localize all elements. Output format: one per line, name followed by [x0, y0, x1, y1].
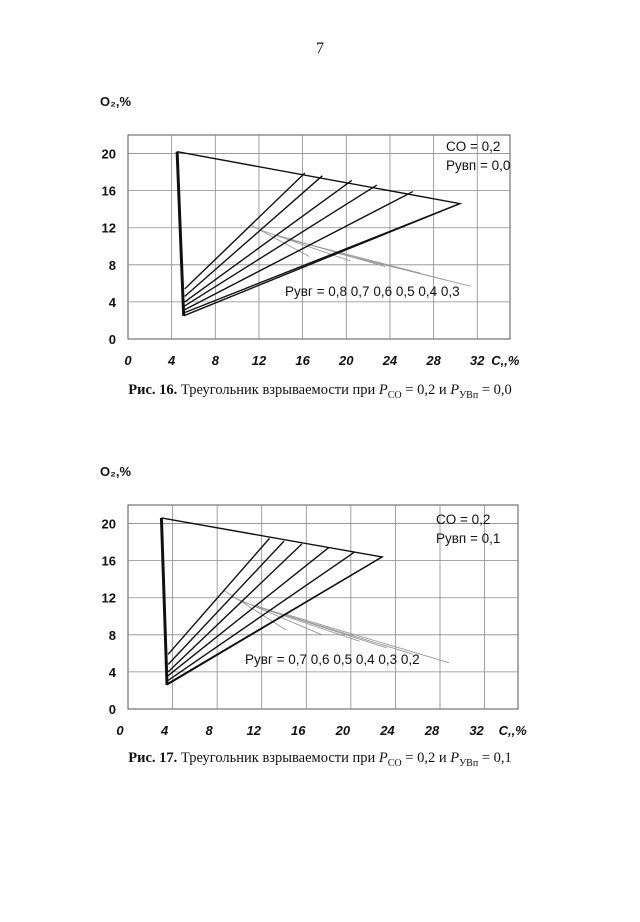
series-label: 0,7	[288, 652, 308, 667]
explosion-triangle-chart-16	[0, 88, 640, 378]
series-label: 0,6	[307, 652, 330, 667]
x-tick-label: 12	[251, 353, 267, 368]
caption-text: Треугольник взрываемости при	[180, 750, 376, 766]
inert-line	[270, 610, 413, 654]
caption-label: Рис. 16.	[128, 382, 178, 398]
series-line	[168, 538, 269, 654]
series-label: 0,5	[329, 652, 353, 667]
caption-text: Треугольник взрываемости при	[180, 382, 376, 398]
y-tick-label: 8	[108, 257, 116, 273]
caption-p2-value: = 0,1	[481, 750, 512, 766]
y-tick-label: 12	[101, 590, 116, 606]
y-tick-label: 0	[108, 332, 116, 347]
series-label-prefix: Pувг =	[285, 284, 329, 299]
caption-p2-var: P	[450, 750, 460, 766]
legend-entry: CO = 0,2	[446, 139, 501, 154]
series-line	[168, 541, 284, 664]
x-tick-label: 20	[335, 723, 351, 738]
y-axis-label: O₂,%	[100, 464, 132, 479]
series-label: 0,3	[374, 652, 398, 667]
caption-p1-value: = 0,2	[405, 750, 436, 766]
x-tick-label: 0	[116, 723, 124, 738]
y-tick-label: 12	[101, 220, 116, 236]
caption-p1-var: P	[378, 382, 388, 398]
explosion-triangle-chart-17	[0, 458, 640, 748]
triangle-left-edge	[177, 152, 184, 316]
x-tick-label: 4	[160, 723, 169, 738]
y-tick-label: 8	[108, 627, 116, 643]
figure-17-caption	[0, 750, 640, 769]
series-label: 0,8	[328, 284, 348, 299]
x-tick-label: 32	[470, 353, 485, 368]
legend-entry: Pувп = 0,0	[446, 158, 511, 173]
x-axis-label: C,,%	[491, 353, 520, 368]
caption-p1-sub: CO	[387, 757, 402, 769]
x-tick-label: 0	[124, 353, 132, 368]
triangle-left-edge	[161, 518, 167, 685]
x-tick-label: 8	[211, 353, 219, 368]
y-axis-label: O₂,%	[100, 94, 132, 109]
figure-16-caption	[0, 382, 640, 401]
y-tick-label: 16	[101, 553, 116, 569]
x-tick-label: 20	[339, 353, 354, 368]
caption-label: Рис. 17.	[128, 750, 178, 766]
series-label-prefix: Pувг =	[245, 652, 289, 667]
caption-p1-sub: CO	[387, 389, 402, 401]
series-label: 0,7	[347, 284, 370, 299]
figure-16	[0, 88, 640, 408]
caption-p2-sub: УВп	[459, 389, 479, 401]
y-tick-label: 20	[101, 516, 116, 532]
y-tick-label: 4	[108, 294, 116, 310]
x-tick-label: 12	[246, 723, 261, 738]
caption-and: и	[438, 382, 447, 398]
series-labels-row	[245, 652, 420, 667]
inert-line	[336, 253, 471, 286]
x-tick-label: 24	[380, 723, 395, 738]
x-axis-label: C,,%	[498, 723, 527, 738]
x-tick-label: 16	[291, 723, 306, 738]
y-tick-label: 4	[108, 664, 116, 680]
legend-entry: Pувп = 0,1	[436, 531, 501, 546]
caption-and: и	[438, 750, 447, 766]
x-tick-label: 32	[469, 723, 484, 738]
caption-p1-value: = 0,2	[405, 382, 436, 398]
series-label: 0,4	[414, 284, 438, 299]
y-tick-label: 16	[101, 183, 116, 199]
x-tick-label: 24	[382, 353, 398, 368]
x-tick-label: 28	[424, 723, 440, 738]
figure-17	[0, 458, 640, 788]
series-label: 0,5	[392, 284, 415, 299]
x-tick-label: 4	[168, 353, 176, 368]
series-label: 0,6	[369, 284, 393, 299]
caption-p2-var: P	[450, 382, 460, 398]
series-label: 0,4	[352, 652, 375, 667]
y-tick-label: 20	[101, 146, 116, 162]
page-number: 7	[316, 40, 324, 57]
series-line	[185, 176, 323, 297]
legend-entry: CO = 0,2	[436, 512, 491, 527]
y-tick-label: 0	[108, 702, 116, 717]
series-labels-row	[285, 284, 460, 299]
caption-p1-var: P	[378, 750, 388, 766]
x-tick-label: 16	[295, 353, 310, 368]
caption-p2-sub: УВп	[459, 757, 479, 769]
x-tick-label: 8	[205, 723, 213, 738]
inert-line	[242, 602, 360, 642]
inert-line	[260, 230, 350, 261]
x-tick-label: 28	[426, 353, 441, 368]
caption-p2-value: = 0,0	[481, 382, 512, 398]
series-label: 0,2	[397, 652, 420, 667]
series-label: 0,3	[437, 284, 460, 299]
